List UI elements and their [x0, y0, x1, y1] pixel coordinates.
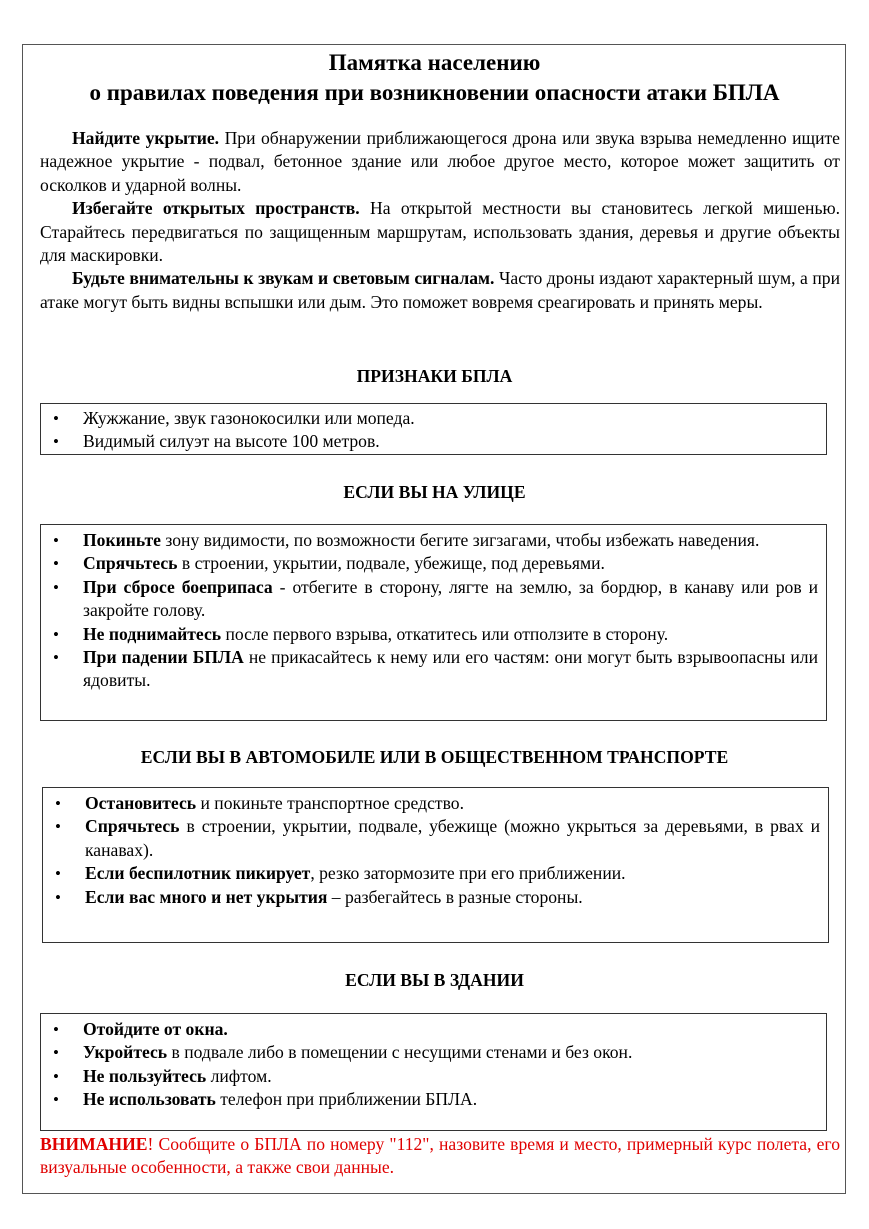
item-bold: Не пользуйтесь [83, 1065, 207, 1086]
section-box-street [40, 524, 827, 721]
list-item [41, 1018, 826, 1041]
list-item [41, 1041, 826, 1064]
item-bold: Не использовать [83, 1089, 216, 1110]
warning-text: ! Сообщите о БПЛА по номеру "112", назовите время и место, примерный курс полета, его визуальные особенности, а также свои данные. [40, 1134, 840, 1178]
list-item [43, 886, 820, 909]
warning-note [40, 1133, 840, 1180]
item-bold: Спрячьтесь [85, 816, 180, 837]
item-text: зону видимости, по возможности бегите зигзагами, чтобы избежать наведения. [160, 530, 760, 550]
list-item [43, 792, 820, 815]
bullet-icon: • [53, 577, 59, 597]
item-text: в строении, укрытии, подвале, убежище (можно укрыться за деревьями, в рвах и канавах). [85, 816, 820, 860]
item-bold: Не поднимайтесь [83, 623, 222, 644]
intro-bold: Избегайте открытых пространств. [72, 198, 360, 219]
item-bold: Спрячьтесь [83, 553, 178, 574]
section-heading-street: ЕСЛИ ВЫ НА УЛИЦЕ [343, 482, 526, 502]
item-text: после первого взрыва, откатитесь или отползите в сторону. [221, 623, 669, 644]
section-heading-building: ЕСЛИ ВЫ В ЗДАНИИ [345, 970, 524, 990]
item-text: Видимый силуэт на высоте 100 метров. [83, 431, 380, 452]
bullet-icon: • [53, 1020, 59, 1039]
list-item [41, 407, 826, 430]
section-heading-signs: ПРИЗНАКИ БПЛА [356, 366, 513, 386]
item-text: , резко затормозите при его приближении. [310, 863, 626, 884]
bullet-icon: • [53, 531, 59, 550]
intro-paragraph [40, 267, 840, 314]
item-bold: Если вас много и нет укрытия [85, 886, 328, 907]
bullet-icon: • [53, 1066, 59, 1086]
intro-bold: Будьте внимательны к звукам и световым сигналам. [72, 268, 495, 289]
bullet-icon: • [55, 794, 61, 813]
list-item [41, 552, 818, 575]
list-item [43, 862, 820, 885]
item-text: в строении, укрытии, подвале, убежище, под деревьями. [177, 553, 605, 574]
bullet-icon: • [53, 554, 59, 574]
item-bold: Укройтесь [83, 1042, 168, 1063]
bullet-icon: • [53, 624, 59, 644]
intro-body: При обнаружении приближающегося дрона или звука взрыва немедленно ищите надежное укрытие - подвал, бетонное здание или любое другое место, которое может защитить от осколков и ударной волны. [40, 128, 840, 195]
item-bold: При сбросе боеприпаса [83, 576, 273, 597]
section-box-building [40, 1013, 827, 1131]
item-text: - отбегите в сторону, лягте на землю, за бордюр, в канаву или ров и закройте голову. [83, 576, 818, 621]
bullet-icon: • [55, 864, 61, 884]
bullet-icon: • [53, 1090, 59, 1110]
bullet-icon: • [53, 1043, 59, 1063]
warning-label: ВНИМАНИЕ [40, 1134, 148, 1154]
item-bold: Покиньте [83, 530, 161, 550]
section-heading-vehicle: ЕСЛИ ВЫ В АВТОМОБИЛЕ ИЛИ В ОБЩЕСТВЕННОМ ТРАНСПОРТЕ [140, 747, 729, 767]
list-item [41, 529, 818, 552]
section-box-signs [40, 403, 827, 455]
list-item [41, 646, 818, 693]
intro-bold: Найдите укрытие. [72, 128, 220, 148]
intro-body: Часто дроны издают характерный шум, а при атаке могут быть видны вспышки или дым. Это поможет вовремя среагировать и принять меры. [40, 268, 840, 312]
item-text: Жужжание, звук газонокосилки или мопеда. [83, 408, 415, 428]
item-text: в подвале либо в помещении с несущими стенами и без окон. [167, 1042, 633, 1063]
item-bold: Если беспилотник пикирует [85, 863, 311, 884]
item-text: и покиньте транспортное средство. [196, 793, 464, 813]
item-text: телефон при приближении БПЛА. [215, 1089, 478, 1110]
bullet-icon: • [55, 817, 61, 837]
list-item [41, 1065, 826, 1088]
bullet-icon: • [53, 432, 59, 452]
page-title: Памятка населению [328, 50, 541, 75]
item-text: не прикасайтесь к нему или его частям: они могут быть взрывоопасны или ядовиты. [83, 647, 818, 691]
list-item [41, 623, 818, 646]
list-item [43, 815, 820, 862]
bullet-icon: • [55, 887, 61, 907]
bullet-icon: • [53, 648, 59, 668]
item-bold: Отойдите от окна. [83, 1019, 228, 1039]
item-bold: Остановитесь [85, 793, 197, 813]
section-box-vehicle [42, 787, 829, 943]
list-item [41, 576, 818, 623]
intro-paragraph [40, 197, 840, 267]
item-text: лифтом. [206, 1065, 272, 1086]
list-item [41, 1088, 826, 1111]
bullet-icon: • [53, 409, 59, 428]
item-text: – разбегайтесь в разные стороны. [327, 886, 583, 907]
list-item [41, 430, 826, 453]
intro-body: На открытой местности вы становитесь легкой мишенью. Старайтесь передвигаться по защищенным маршрутам, использовать здания, деревья и другие объекты для маскировки. [40, 198, 841, 266]
page-subtitle: о правилах поведения при возникновении опасности атаки БПЛА [89, 80, 780, 105]
item-bold: При падении БПЛА [83, 647, 244, 668]
intro-paragraph [40, 127, 840, 197]
intro-text [40, 127, 840, 314]
